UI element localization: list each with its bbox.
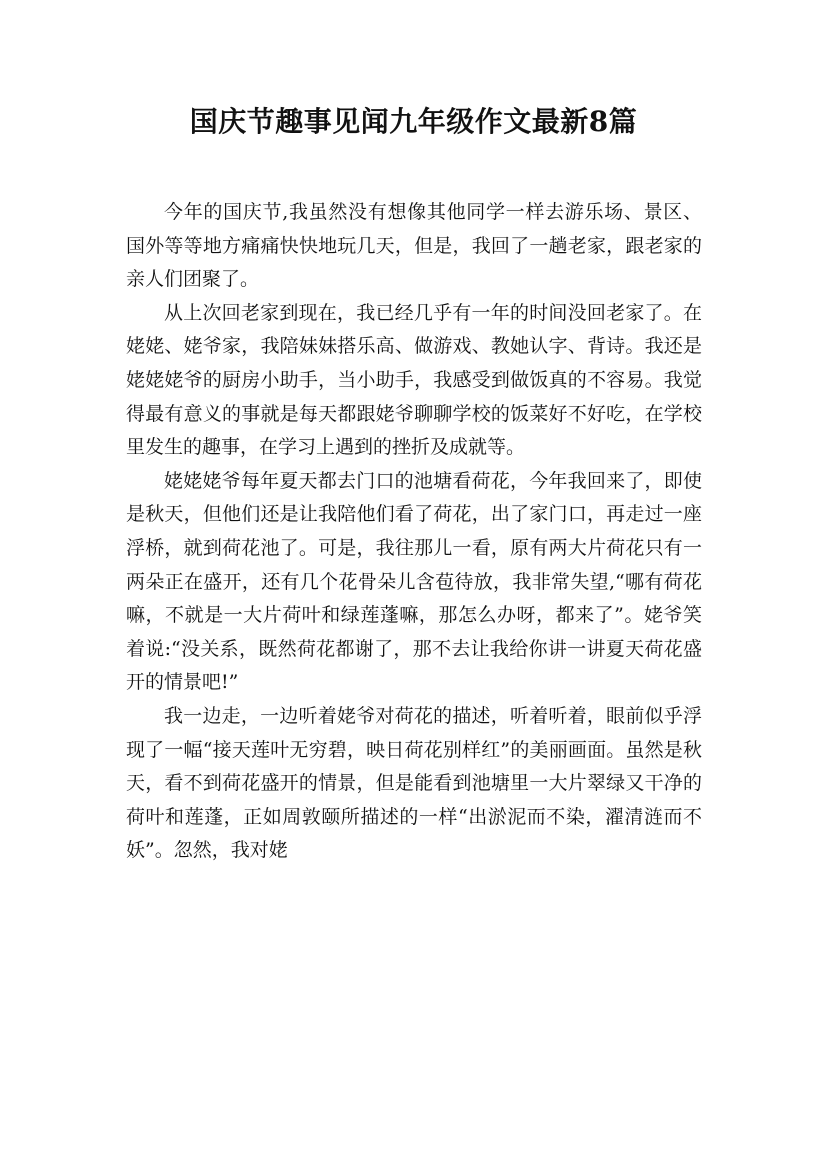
document-body [126,196,702,868]
paragraph-2: 从上次回老家到现在，我已经几乎有一年的时间没回老家了。在姥姥、姥爷家，我陪妹妹搭乐高、做游戏、教她认字、背诗。我还是姥姥姥爷的厨房小助手，当小助手，我感受到做饭真的不容易。我觉得最有意义的事就是每天都跟姥爷聊聊学校的饭菜好不好吃，在学校里发生的趣事，在学习上遇到的挫折及成就等。 [126,301,702,459]
paragraph-4: 我一边走，一边听着姥爷对荷花的描述，听着听着，眼前似乎浮现了一幅“接天莲叶无穷碧，映日荷花别样红”的美丽画面。虽然是秋天，看不到荷花盛开的情景，但是能看到池塘里一大片翠绿又干净的荷叶和莲蓬，正如周敦颐所描述的一样“出淤泥而不染，濯清涟而不妖”。忽然，我对姥 [126,704,702,862]
paragraph-1: 今年的国庆节,我虽然没有想像其他同学一样去游乐场、景区、国外等等地方痛痛快快地玩几天，但是，我回了一趟老家，跟老家的亲人们团聚了。 [126,201,702,291]
document-title: 国庆节趣事见闻九年级作文最新8篇 [189,105,638,138]
paragraph-3: 姥姥姥爷每年夏天都去门口的池塘看荷花，今年我回来了，即使是秋天，但他们还是让我陪他们看了荷花，出了家门口，再走过一座浮桥，就到荷花池了。可是，我往那儿一看，原有两大片荷花只有一两朵正在盛开，还有几个花骨朵儿含苞待放，我非常失望,“哪有荷花嘛，不就是一大片荷叶和绿莲蓬嘛，那怎么办呀，都来了”。姥爷笑着说:“没关系，既然荷花都谢了，那不去让我给你讲一讲夏天荷花盛开的情景吧!” [126,469,702,694]
